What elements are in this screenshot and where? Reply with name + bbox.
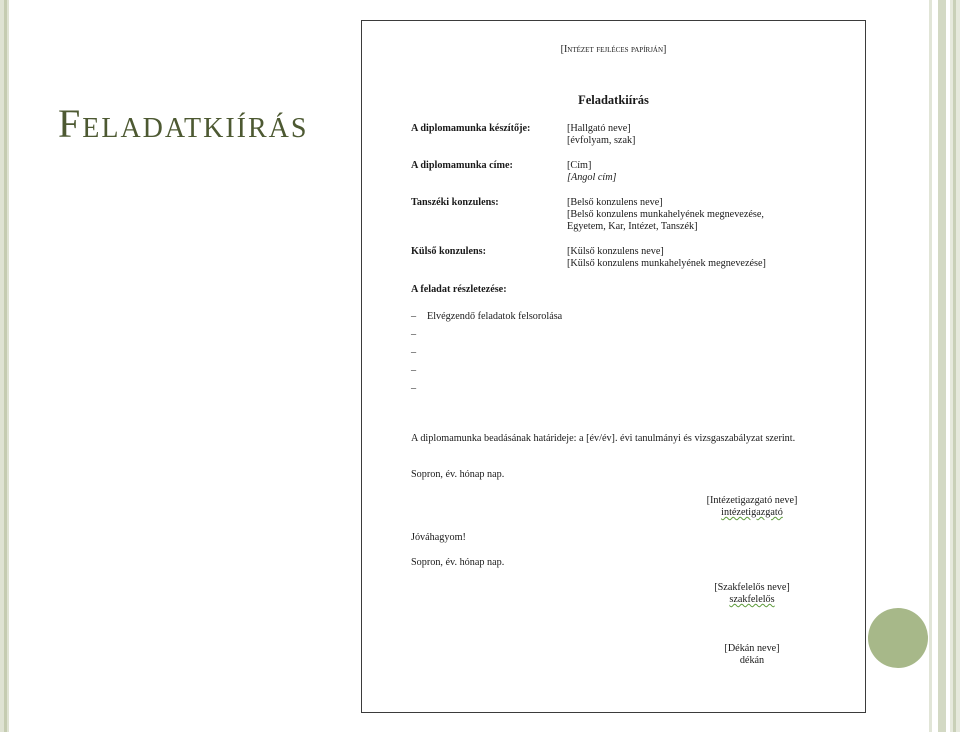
document-title: Feladatkiírás: [578, 93, 649, 107]
signature-program-head-role: [662, 594, 842, 605]
task-item: [411, 365, 427, 376]
right-decor-line: [929, 0, 932, 732]
place-date-1: Sopron, év. hónap nap.: [411, 469, 505, 480]
approval-text: Jóváhagyom!: [411, 532, 466, 543]
signature-director-role: [662, 507, 842, 518]
document-page: [361, 20, 866, 713]
task-item: [411, 311, 562, 322]
field-label-author: A diplomamunka készítője:: [411, 123, 531, 134]
field-value-english-title: [Angol cím]: [567, 172, 617, 183]
left-decor-line: [4, 0, 7, 732]
tasks-label: A feladat részletezése:: [411, 284, 507, 295]
field-label-external-advisor: Külső konzulens:: [411, 246, 487, 257]
task-bullet: –: [411, 311, 417, 322]
field-value-year-major: [évfolyam, szak]: [567, 135, 636, 146]
task-item: [411, 329, 427, 340]
signature-program-head-role-text: szakfelelős: [729, 594, 775, 605]
field-value-student-name: [Hallgató neve]: [567, 123, 631, 134]
signature-program-head-name: [Szakfelelős neve]: [714, 582, 790, 593]
task-bullet: –: [411, 365, 417, 376]
task-bullet: –: [411, 329, 417, 340]
signature-director-name: [Intézetigazgató neve]: [706, 495, 798, 506]
field-label-title: A diplomamunka címe:: [411, 160, 513, 171]
task-bullet: –: [411, 347, 417, 358]
field-value-external-advisor-name: [Külső konzulens neve]: [567, 246, 664, 257]
task-text: Elvégzendő feladatok felsorolása: [427, 311, 563, 322]
signature-dean-role: dékán: [739, 655, 765, 666]
place-date-2: Sopron, év. hónap nap.: [411, 557, 505, 568]
letterhead: [Intézet fejléces papírján]: [560, 44, 667, 55]
field-value-external-advisor-workplace: [Külső konzulens munkahelyének megnevezése]: [567, 258, 766, 269]
slide-title: Feladatkiírás: [58, 101, 309, 146]
field-value-internal-advisor-name: [Belső konzulens neve]: [567, 197, 663, 208]
task-item: [411, 347, 427, 358]
signature-dean-name: [Dékán neve]: [724, 643, 780, 654]
decor-circle: [868, 608, 928, 668]
task-item: [411, 383, 427, 394]
signature-director-role-text: intézetigazgató: [721, 507, 783, 518]
field-value-internal-advisor-unit: Egyetem, Kar, Intézet, Tanszék]: [567, 221, 698, 232]
right-decor-bar: [938, 0, 946, 732]
task-bullet: –: [411, 383, 417, 394]
field-value-internal-advisor-workplace: [Belső konzulens munkahelyének megnevezése,: [567, 209, 764, 220]
field-value-thesis-title: [Cím]: [567, 160, 592, 171]
deadline-paragraph: A diplomamunka beadásának határideje: a [év/év]. évi tanulmányi és vizsgaszabályzat szerint.: [411, 433, 796, 444]
field-label-internal-advisor: Tanszéki konzulens:: [411, 197, 499, 208]
right-decor-edge-line: [953, 0, 956, 732]
